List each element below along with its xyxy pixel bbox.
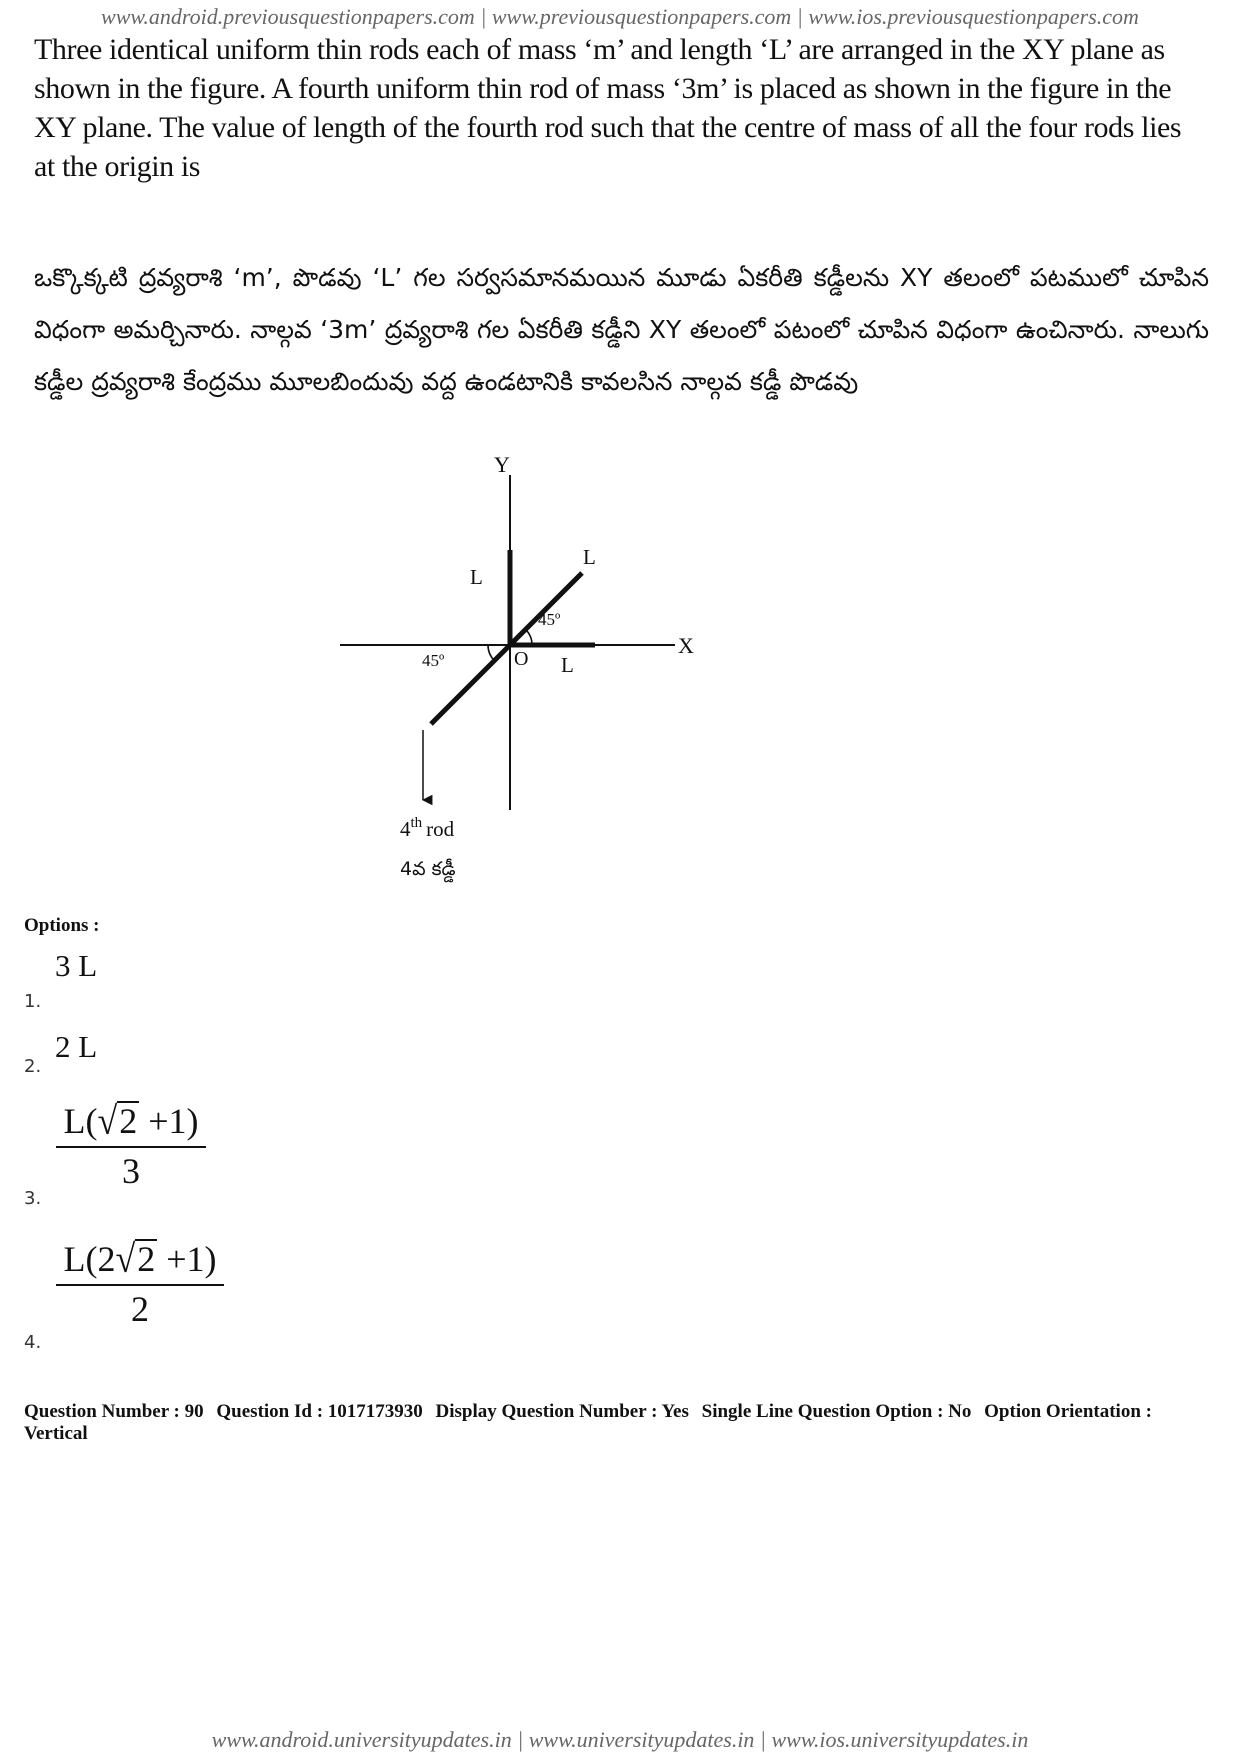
option-number: 4. (24, 1332, 42, 1353)
question-text-english: Three identical uniform thin rods each of mass ‘m’ and length ‘L’ are arranged in the XY plane as shown in the figure. A fourth uniform thin rod of mass ‘3m’ is placed as shown in the figure in the XY plane. The value of length of the fourth rod such that the centre of mass of all the four rods lies at the origin is (34, 33, 1182, 183)
option-number: 2. (24, 1056, 42, 1077)
fraction-numerator: L(2√2 +1) (56, 1238, 224, 1286)
origin-label: O (514, 648, 529, 670)
option-fraction (56, 1238, 224, 1330)
option-text: 3 L (55, 948, 98, 983)
rod-diagonal-label: L (583, 545, 596, 569)
x-axis-label: X (678, 633, 694, 658)
option-text: 2 L (55, 1029, 98, 1064)
question-metadata (24, 1401, 1204, 1445)
fourth-rod-caption (400, 815, 455, 841)
fourth-rod-telugu: 4వ కడ్డీ (400, 858, 456, 880)
option-orientation: Option Orientation : Vertical (24, 1401, 1152, 1444)
question-id: Question Id : 1017173930 (216, 1401, 423, 1422)
fraction-denominator: 2 (131, 1289, 149, 1329)
fourth-rod-number: 4 (400, 817, 411, 841)
angle-upper-label: 45º (538, 610, 561, 629)
question-number: Question Number : 90 (24, 1401, 204, 1422)
fraction-numerator: L(√2 +1) (56, 1100, 206, 1148)
options-label: Options : (24, 915, 100, 936)
rod-diagonal (510, 573, 582, 645)
rod-vertical-label: L (470, 565, 483, 589)
fourth-rod-suffix: th (410, 815, 423, 831)
option-fraction (56, 1100, 206, 1192)
rods-figure (320, 450, 740, 910)
angle-lower-label: 45º (422, 651, 445, 670)
rod-horizontal-label: L (561, 653, 574, 677)
fraction-denominator: 3 (122, 1151, 140, 1191)
y-axis-label: Y (494, 452, 510, 477)
option-number: 1. (24, 991, 42, 1012)
footer-watermark: www.android.universityupdates.in | www.universityupdates.in | www.ios.universityupdates.in (211, 1727, 1029, 1752)
fourth-rod-word: rod (426, 817, 455, 841)
header-watermark: www.android.previousquestionpapers.com | www.previousquestionpapers.com | www.ios.previousquestionpapers.com (101, 4, 1139, 29)
option-number: 3. (24, 1188, 42, 1209)
question-text-telugu: ఒక్కొక్కటి ద్రవ్యరాశి ‘m’, పొడవు ‘L’ గల సర్వసమానమయిన మూడు ఏకరీతి కడ్డీలను XY తలంలో పటములో చూపిన విధంగా అమర్చినారు. నాల్గవ ‘3m’ ద్రవ్యరాశి గల ఏకరీతి కడ్డీని XY తలంలో పటంలో చూపిన విధంగా ఉంచినారు. నాలుగు కడ్డీల ద్రవ్యరాశి కేంద్రము మూలబిందువు వద్ద ఉండటానికి కావలసిన నాల్గవ కడ్డీ పొడవు (34, 263, 1209, 396)
display-question-number: Display Question Number : Yes (435, 1401, 689, 1422)
single-line-option: Single Line Question Option : No (701, 1401, 972, 1422)
